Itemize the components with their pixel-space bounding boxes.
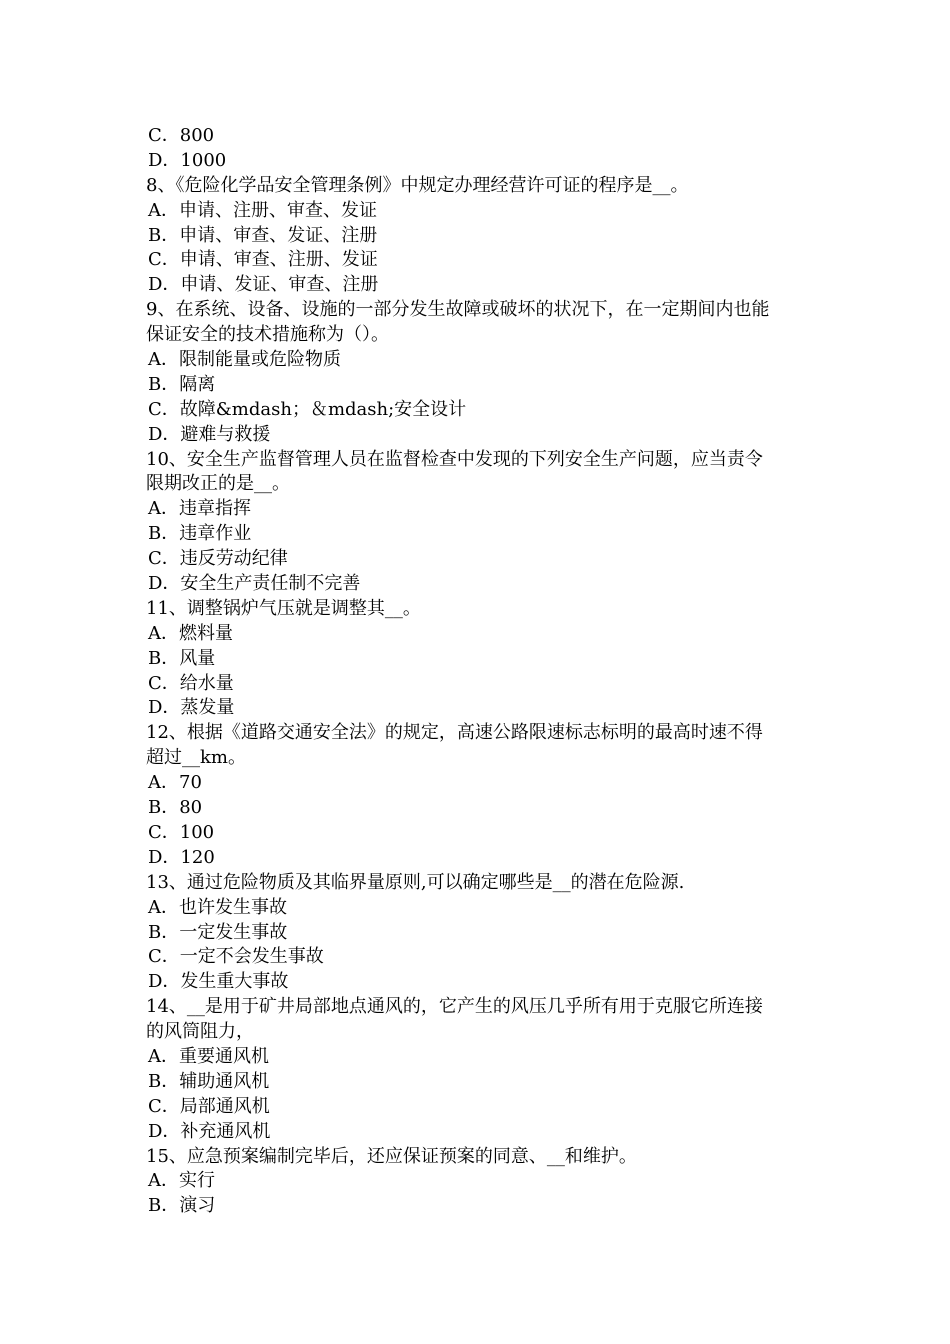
answer-option: D．蒸发量	[148, 697, 235, 719]
answer-option: B．申请、审查、发证、注册	[148, 224, 378, 246]
answer-option: C．违反劳动纪律	[148, 548, 288, 570]
answer-option: B．隔离	[148, 373, 216, 395]
answer-option: D．安全生产责任制不完善	[148, 573, 361, 595]
answer-option: C．申请、审查、注册、发证	[148, 249, 378, 271]
answer-option: B．风量	[148, 647, 216, 669]
question-text: 保证安全的技术措施称为（）。	[146, 324, 389, 346]
question-text: 11、调整锅炉气压就是调整其__。	[146, 597, 421, 619]
question-text: 13、通过危险物质及其临界量原则,可以确定哪些是__的潜在危险源.	[146, 871, 685, 893]
answer-option: C．局部通风机	[148, 1095, 270, 1117]
answer-option: A．违章指挥	[148, 498, 251, 520]
answer-option: A．70	[148, 772, 202, 794]
answer-option: A．申请、注册、审查、发证	[148, 199, 377, 221]
answer-option: B．辅助通风机	[148, 1070, 270, 1092]
answer-option: A．也许发生事故	[148, 896, 287, 918]
answer-option: A．燃料量	[148, 622, 233, 644]
answer-option: A．实行	[148, 1170, 215, 1192]
answer-option: C．一定不会发生事故	[148, 946, 324, 968]
answer-option: D．发生重大事故	[148, 971, 289, 993]
answer-option: D．1000	[148, 149, 227, 171]
question-text: 15、应急预案编制完毕后，还应保证预案的同意、__和维护。	[146, 1145, 637, 1167]
answer-option: C．800	[148, 125, 215, 146]
answer-option: B．演习	[148, 1195, 216, 1217]
document-body	[146, 124, 811, 1219]
question-text: 8、《危险化学品安全管理条例》中规定办理经营许可证的程序是__。	[146, 174, 689, 196]
answer-option: B．违章作业	[148, 523, 252, 545]
answer-option: D．补充通风机	[148, 1120, 271, 1142]
question-text: 10、安全生产监督管理人员在监督检查中发现的下列安全生产问题，应当责令	[146, 448, 763, 470]
answer-option: A．限制能量或危险物质	[148, 349, 341, 371]
answer-option: C．100	[148, 821, 215, 843]
answer-option: C．故障&mdash；＆mdash;安全设计	[148, 398, 467, 420]
question-text: 限期改正的是__。	[146, 473, 290, 495]
answer-option: C．给水量	[148, 672, 234, 694]
answer-option: B．80	[148, 797, 203, 819]
question-text: 14、__是用于矿井局部地点通风的，它产生的风压几乎所有用于克服它所连接	[146, 996, 763, 1018]
question-text: 超过__km。	[146, 747, 246, 769]
answer-option: A．重要通风机	[148, 1045, 269, 1067]
question-text: 9、在系统、设备、设施的一部分发生故障或破坏的状况下，在一定期间内也能	[146, 299, 770, 321]
answer-option: D．申请、发证、审查、注册	[148, 274, 379, 296]
answer-option: D．120	[148, 846, 215, 868]
question-text: 12、根据《道路交通安全法》的规定，高速公路限速标志标明的最高时速不得	[146, 722, 763, 744]
answer-option: D．避难与救援	[148, 423, 271, 445]
question-text: 的风筒阻力，	[146, 1021, 254, 1043]
answer-option: B．一定发生事故	[148, 921, 288, 943]
